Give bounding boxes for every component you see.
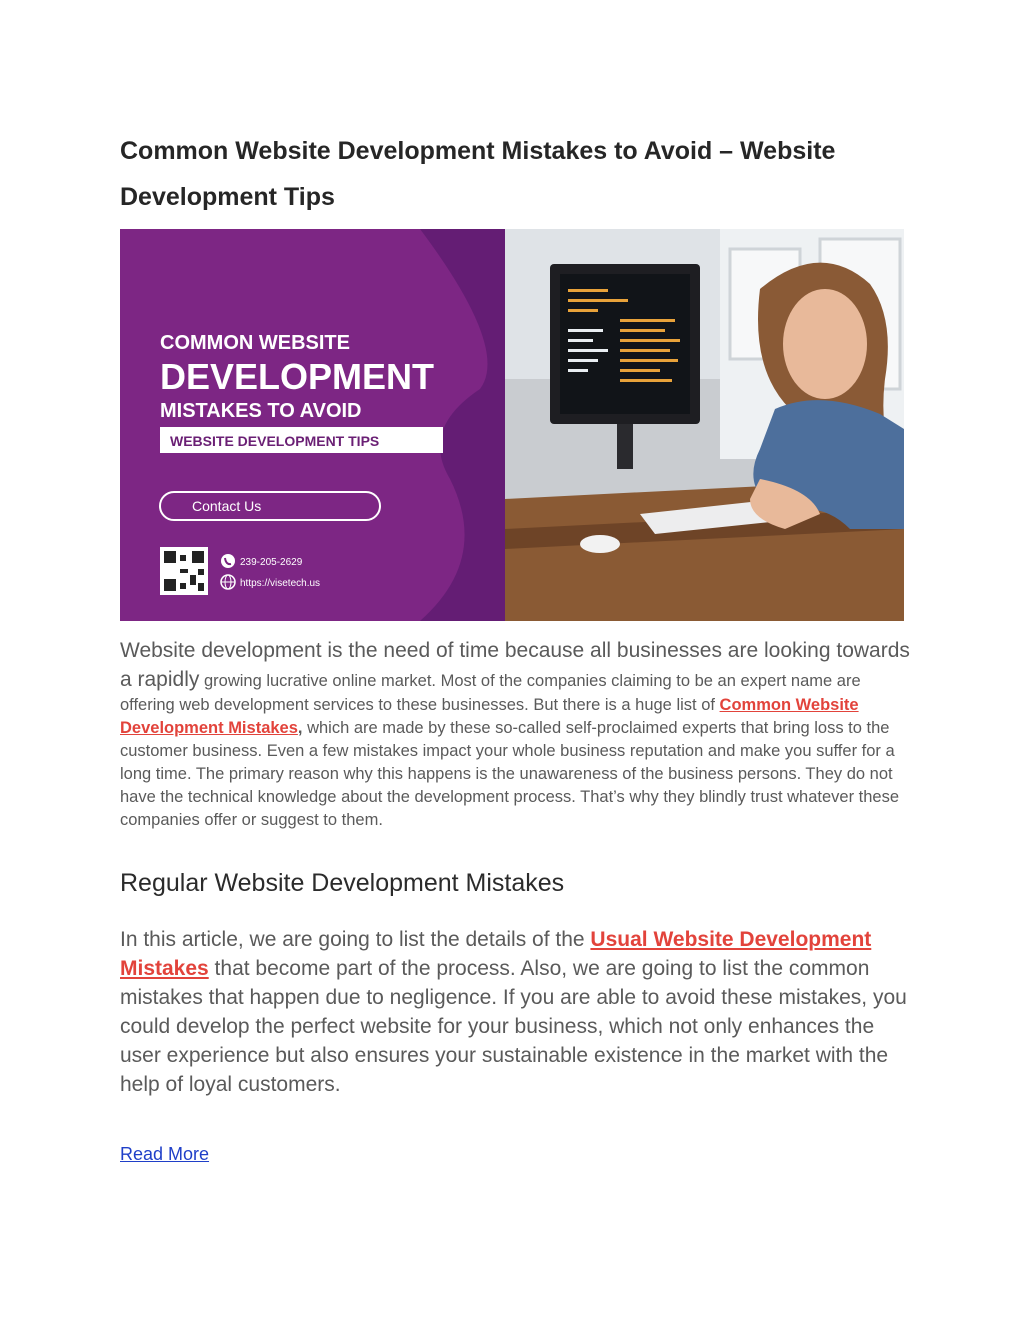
contact-us-label: Contact Us xyxy=(192,498,262,514)
section-text-1: In this article, we are going to list the details of the xyxy=(120,928,591,951)
read-more-link[interactable]: Read More xyxy=(120,1144,210,1164)
banner-phone: 239-205-2629 xyxy=(240,557,303,568)
intro-text-2: which are made by these so-called self-proclaimed experts that bring loss to the customer business. Even a few mistakes impact your whole business reputation and make you suffer for a long time. The primary reason why this happens is the unawareness of the business persons. They do not have the technical knowledge about the development process. That’s why they blindly trust whatever these companies offer or suggest to them. xyxy=(120,719,900,829)
banner-tag: WEBSITE DEVELOPMENT TIPS xyxy=(170,433,380,449)
intro-paragraph xyxy=(120,636,910,832)
phone-icon xyxy=(221,554,235,568)
section-paragraph xyxy=(120,925,910,1099)
banner-line-2: DEVELOPMENT xyxy=(160,356,435,397)
qr-code-icon xyxy=(160,547,208,595)
banner-website: https://visetech.us xyxy=(240,578,321,589)
section-text-2: that become part of the process. Also, we are going to list the common mistakes that happen due to negligence. If you are able to avoid these mistakes, you could develop the perfect website for your business, which not only enhances the user experience but also ensures your sustainable existence in the market with the help of loyal customers. xyxy=(120,957,907,1096)
intro-comma: , xyxy=(297,719,303,737)
section-heading: Regular Website Development Mistakes xyxy=(120,869,565,897)
intro-lead: Website development is the need of time because all businesses are looking towards a rapidly xyxy=(120,639,910,691)
hero-banner-image xyxy=(120,229,904,621)
banner-line-1: COMMON WEBSITE xyxy=(160,332,350,354)
common-mistakes-link[interactable]: Common Website Development Mistakes xyxy=(120,696,859,737)
page-title: Common Website Development Mistakes to Avoid – Website Development Tips xyxy=(120,137,836,211)
usual-mistakes-link[interactable]: Usual Website Development Mistakes xyxy=(120,928,872,980)
intro-text-1: growing lucrative online market. Most of the companies claiming to be an expert name are offering web development services to these businesses. But there is a huge list of xyxy=(120,672,861,714)
banner-line-3: MISTAKES TO AVOID xyxy=(160,400,362,422)
